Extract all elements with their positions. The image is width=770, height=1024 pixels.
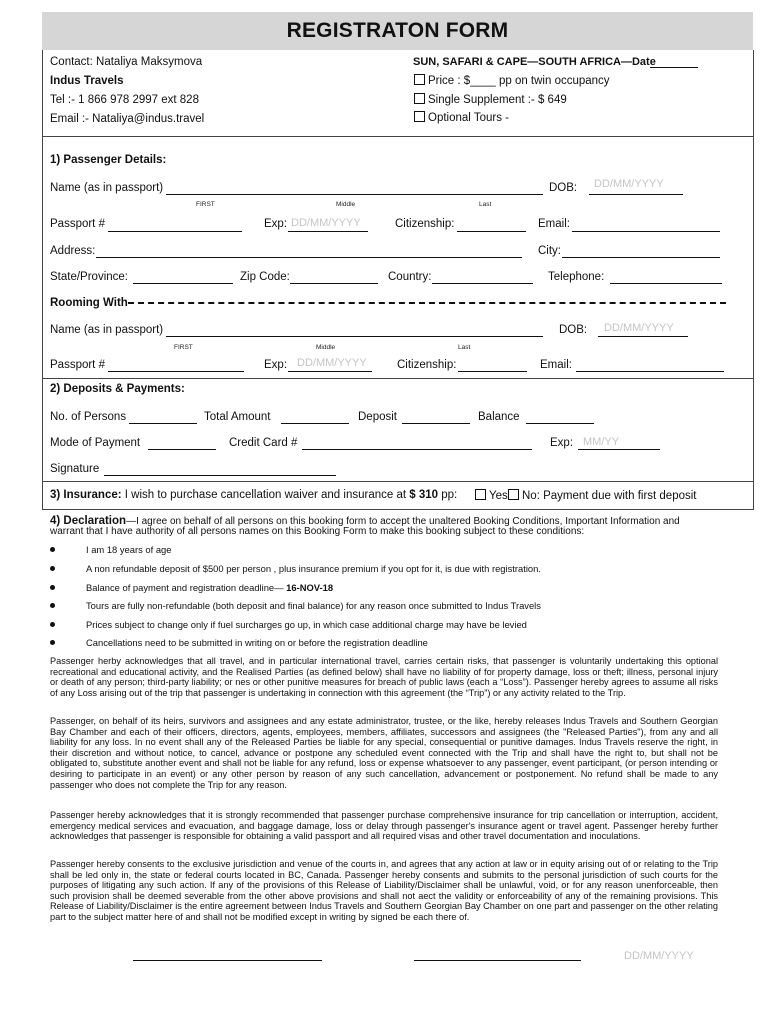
divider xyxy=(42,378,753,379)
state-field[interactable] xyxy=(133,283,233,284)
paragraph-text: Passenger hereby acknowledges that it is strongly recommended that passenger purchase comprehensive insurance for trip cancellation or interruption, accident, emergency medical services and evacuation, and baggage damage, loss or delay through passenger's insurance agent or travel agent. Passenger hereby further acknowledges that passenger is responsible for obtaining a valid passport and all required visas and other travel documentation and inoculations. xyxy=(50,810,718,842)
citizenship2-label: Citizenship: xyxy=(397,359,457,371)
zip-field[interactable] xyxy=(290,283,378,284)
balance-label: Balance xyxy=(478,411,520,423)
dob2-placeholder: DD/MM/YYYY xyxy=(604,322,674,334)
bullet-icon xyxy=(50,547,55,552)
exp-label: Exp: xyxy=(264,218,288,230)
dob2-field[interactable] xyxy=(598,336,688,337)
zip-label: Zip Code: xyxy=(240,271,290,283)
card-field[interactable] xyxy=(302,449,532,450)
city-field[interactable] xyxy=(562,257,720,258)
declaration-text: —I agree on behalf of all persons on this booking form to accept the unaltered Booking Conditions, Important Information and xyxy=(126,516,680,527)
exp2-label: Exp: xyxy=(264,359,288,371)
liability-paragraph xyxy=(50,656,718,698)
last2-caption: Last xyxy=(458,344,471,351)
insurance-label: 3) Insurance: xyxy=(50,489,122,501)
deposits-heading: 2) Deposits & Payments: xyxy=(50,383,185,395)
rooming-divider xyxy=(128,302,726,304)
dob2-label: DOB: xyxy=(559,324,588,336)
exp2-placeholder: DD/MM/YYYY xyxy=(297,357,367,369)
divider xyxy=(42,509,753,510)
name2-field[interactable] xyxy=(166,336,543,337)
price-label: Price : $____ pp on twin occupancy xyxy=(428,75,610,87)
deposit-label: Deposit xyxy=(358,411,397,423)
bullet-text: Prices subject to change only if fuel surcharges go up, in which case additional charge may have be levied xyxy=(86,619,527,630)
insurance-text: I wish to purchase cancellation waiver and insurance at xyxy=(121,489,410,501)
release-paragraph xyxy=(50,716,718,790)
price-checkbox[interactable] xyxy=(414,74,425,85)
jurisdiction-paragraph xyxy=(50,859,718,923)
citizenship2-field[interactable] xyxy=(458,371,527,372)
optional-checkbox[interactable] xyxy=(414,111,425,122)
paragraph-text: Passenger herby acknowledges that all travel, and in particular international travel, carries certain risks, that passenger is voluntarily undertaking this optional recreational and educational activity, and the Realised Parties (as defined below) shall have no liability of for property damage, loss or theft; illness, personal injury or death of any person; third-party liability; or nes or other punitive measures for breach of public laws (each a “Loss”). Passenger hereby agrees to assume all risks of any Loss arising out of the trip that passenger is undertaking in connection with this agreement (the “Trip”) or any activity related to the Trip. xyxy=(50,656,718,698)
persons-field[interactable] xyxy=(129,423,197,424)
name-field[interactable] xyxy=(166,194,543,195)
telephone-label: Telephone: xyxy=(548,271,605,283)
exp-field[interactable] xyxy=(288,231,368,232)
deadline-date: 16-NOV-18 xyxy=(286,582,334,593)
dob-label: DOB: xyxy=(549,182,578,194)
mode-label: Mode of Payment xyxy=(50,437,141,449)
optional-option[interactable] xyxy=(414,111,509,124)
divider xyxy=(42,481,753,482)
city-label: City: xyxy=(538,245,561,257)
name2-label: Name (as in passport) xyxy=(50,324,164,336)
balance-field[interactable] xyxy=(526,423,594,424)
dob-placeholder: DD/MM/YYYY xyxy=(594,178,664,190)
passenger-signature-line[interactable] xyxy=(133,960,322,961)
contact-name: Contact: Nataliya Maksymova xyxy=(50,56,203,68)
bullet-text: I am 18 years of age xyxy=(86,544,172,555)
card-label: Credit Card # xyxy=(229,437,298,449)
address-label: Address: xyxy=(50,245,96,257)
insurance-paragraph xyxy=(50,810,718,842)
address-field[interactable] xyxy=(96,257,522,258)
single-label: Single Supplement :- $ 649 xyxy=(428,94,567,106)
divider xyxy=(42,136,753,137)
dob-field[interactable] xyxy=(589,194,683,195)
exp-placeholder: DD/MM/YYYY xyxy=(291,217,361,229)
price-option[interactable] xyxy=(414,74,610,87)
rooming-label: Rooming With xyxy=(50,297,128,309)
single-checkbox[interactable] xyxy=(414,93,425,104)
passport2-field[interactable] xyxy=(108,371,244,372)
first-caption: FIRST xyxy=(196,201,215,208)
insurance-yes-option[interactable] xyxy=(475,489,508,502)
paragraph-text: Passenger hereby consents to the exclusive jurisdiction and venue of the courts in, and agrees that any action at law or in equity arising out of or relating to the Trip shall be led only in, the state or federal courts located in BC, Canada. Passenger hereby consents and submits to the personal jurisdiction of such courts for the purposes of litigating any such action. If any of the provisions of this Release of Liability/Disclaimer shall be unlawful, void, or for any reason unenforceable, then such provision shall be deemed severable from the other above provisions and shall not aect the validity or enforceability of any of the remaining provisions. This Release of Liability/Disclaimer is the entire agreement between Indus Travels and Southern Georgian Bay Chamber on one part and passenger on the other relating part to the subject matter here of and shall not be modified except in writing by signed be each there of. xyxy=(50,859,718,922)
date-placeholder: DD/MM/YYYY xyxy=(624,950,694,962)
bullet-icon xyxy=(50,566,55,571)
name-label: Name (as in passport) xyxy=(50,182,164,194)
last-caption: Last xyxy=(479,201,492,208)
single-option[interactable] xyxy=(414,93,567,106)
email2-field[interactable] xyxy=(576,371,724,372)
optional-label: Optional Tours - xyxy=(428,112,509,124)
total-field[interactable] xyxy=(281,423,349,424)
bullet-text: Cancellations need to be submitted in writing on or before the registration deadline xyxy=(86,637,428,648)
middle2-caption: Middle xyxy=(316,344,336,351)
citizenship-field[interactable] xyxy=(457,231,526,232)
witness-signature-line[interactable] xyxy=(414,960,581,961)
total-label: Total Amount xyxy=(204,411,271,423)
no-checkbox[interactable] xyxy=(508,489,519,500)
insurance-pp: pp: xyxy=(438,489,458,501)
yes-label: Yes xyxy=(489,490,508,502)
email-text: Email :- Nataliya@indus.travel xyxy=(50,113,205,125)
deposit-field[interactable] xyxy=(402,423,470,424)
persons-label: No. of Persons xyxy=(50,411,127,423)
bullet-deadline xyxy=(86,582,333,593)
insurance-line xyxy=(50,489,457,501)
passenger-heading: 1) Passenger Details: xyxy=(50,154,167,166)
citizenship-label: Citizenship: xyxy=(395,218,455,230)
right-border xyxy=(753,50,754,510)
state-label: State/Province: xyxy=(50,271,128,283)
left-border xyxy=(42,50,43,510)
passport2-label: Passport # xyxy=(50,359,105,371)
paragraph-text: Passenger, on behalf of its heirs, survivors and assignees and any estate administrator, trustee, or the like, hereby releases Indus Travels and Southern Georgian Bay Chamber and each of their officers, directors, agents, employees, members, affiliates, successors and assignees (the "Released Parties"), from any and all liability for any loss. In no event shall any of the Released Parties be liable for any special, consequential or punitive damages. Indus Travels reserve the right, in their discretion and without notice, to cancel, advance or postpone any scheduled event connected with the Trip and shall have the right to, but shall not be obligated to, substitute another event and shall not be liable for any refund, loss or expense whatsoever to any passenger, event participant, (or person intending or desiring to participate in an event) or any other person by reason of any such cancellation, advancement or postponement. No refund shall be made to any passenger who does not complete the Trip for any reason. xyxy=(50,716,718,790)
bullet-icon xyxy=(50,622,55,627)
telephone-text: Tel :- 1 866 978 2997 ext 828 xyxy=(50,94,199,106)
first2-caption: FIRST xyxy=(174,344,193,351)
company-name: Indus Travels xyxy=(50,75,124,87)
bullet-text: Balance of payment and registration deadline— xyxy=(86,582,287,593)
passport-label: Passport # xyxy=(50,218,105,230)
bullet-icon xyxy=(50,585,55,590)
email-field[interactable] xyxy=(572,231,720,232)
country-field[interactable] xyxy=(432,283,533,284)
card-exp-field[interactable] xyxy=(578,449,660,450)
mode-field[interactable] xyxy=(148,449,216,450)
card-exp-label: Exp: xyxy=(550,437,574,449)
bullet-text: A non refundable deposit of $500 per person , plus insurance premium if you opt for it, is due with registration. xyxy=(86,563,541,574)
exp2-field[interactable] xyxy=(288,371,372,372)
country-label: Country: xyxy=(388,271,432,283)
email2-label: Email: xyxy=(540,359,572,371)
bullet-icon xyxy=(50,603,55,608)
no-label: No: Payment due with first deposit xyxy=(522,490,697,502)
declaration-intro2: warrant that I have authority of all persons names on this Booking Form to make this booking subject to these conditions: xyxy=(50,526,585,537)
insurance-no-option[interactable] xyxy=(508,489,697,502)
passport-field[interactable] xyxy=(108,231,242,232)
trip-date-line[interactable] xyxy=(650,67,698,68)
middle-caption: Middle xyxy=(336,201,356,208)
form-title: REGISTRATON FORM xyxy=(286,19,509,42)
trip-title: SUN, SAFARI & CAPE—SOUTH AFRICA—Date xyxy=(413,56,656,68)
email-label: Email: xyxy=(538,218,570,230)
signature-label: Signature xyxy=(50,463,100,475)
card-exp-placeholder: MM/YY xyxy=(583,436,620,448)
bullet-text: Tours are fully non-refundable (both deposit and final balance) for any reason once submitted to Indus Travels xyxy=(86,600,541,611)
title-bar xyxy=(42,12,753,50)
signature-field[interactable] xyxy=(104,475,336,476)
insurance-amount: $ 310 xyxy=(409,489,439,501)
declaration-label: 4) Declaration xyxy=(50,515,127,527)
yes-checkbox[interactable] xyxy=(475,489,486,500)
bullet-icon xyxy=(50,640,55,645)
telephone-field[interactable] xyxy=(610,283,722,284)
